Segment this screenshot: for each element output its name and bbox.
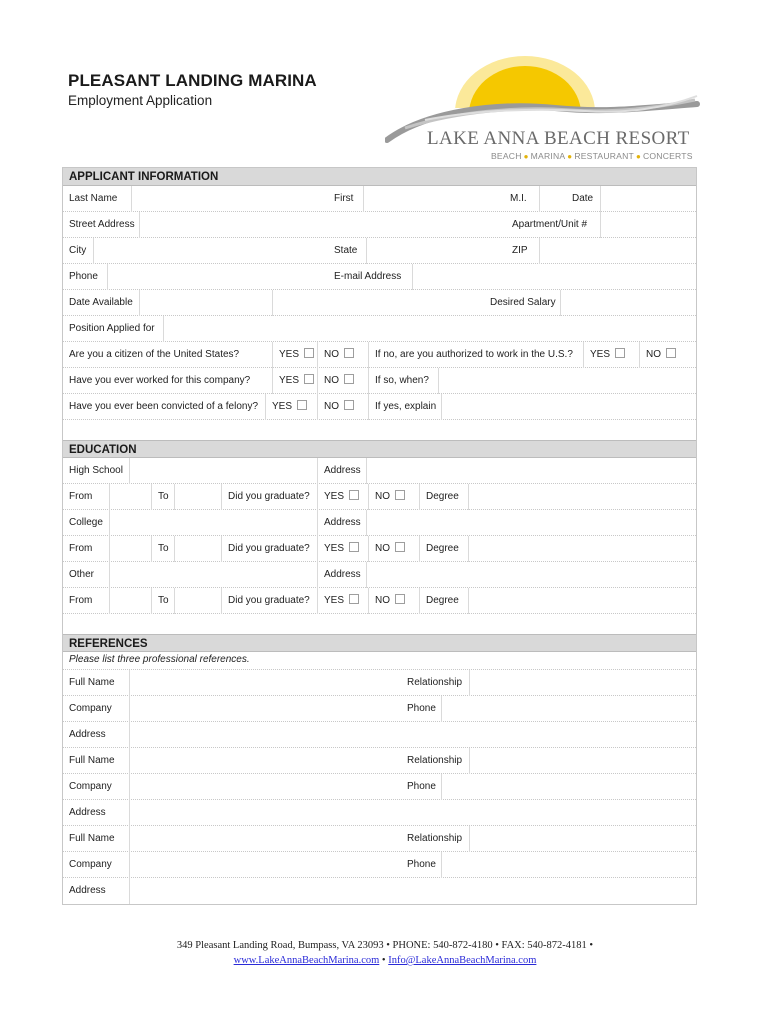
reference-3-address-field[interactable] <box>129 878 697 904</box>
college-no-checkbox[interactable] <box>395 542 405 552</box>
high-school-graduate-yes[interactable] <box>317 484 359 510</box>
reference-3-company-label: Company <box>69 859 112 870</box>
worked-yes[interactable] <box>272 368 314 394</box>
email-link[interactable]: Info@LakeAnnaBeachMarina.com <box>388 955 537 966</box>
reference-2-company-field[interactable] <box>129 774 399 800</box>
authorized-question: If no, are you authorized to work in the U.S.? <box>368 342 573 368</box>
college-no-label: NO <box>375 543 390 554</box>
name-row <box>63 186 696 212</box>
availability-row <box>63 290 696 316</box>
college-row <box>63 510 696 536</box>
state-field[interactable] <box>366 238 504 264</box>
other-degree-field[interactable] <box>468 588 697 614</box>
college-graduate-no[interactable] <box>368 536 405 562</box>
reference-3-phone-field[interactable] <box>441 852 697 878</box>
zip-label: ZIP <box>512 245 528 256</box>
page-title: PLEASANT LANDING MARINA <box>68 71 317 90</box>
college-yes-label: YES <box>324 543 345 554</box>
reference-1-company-label: Company <box>69 703 112 714</box>
worked-no-label: NO <box>324 375 339 386</box>
reference-2-address-field[interactable] <box>129 800 697 826</box>
high-school-degree-label: Degree <box>419 484 459 510</box>
reference-2-name-label: Full Name <box>69 755 115 766</box>
references-note: Please list three professional references. <box>69 654 250 665</box>
college-address-label: Address <box>317 510 361 536</box>
reference-3-name-row <box>63 826 696 852</box>
street-address-field[interactable] <box>139 212 505 238</box>
citizen-question: Are you a citizen of the United States? <box>69 349 240 360</box>
felony-explain-label: If yes, explain <box>368 394 436 420</box>
other-address-label: Address <box>317 562 361 588</box>
education-spacer <box>63 614 696 634</box>
phone-label: Phone <box>69 271 98 282</box>
logo-resort-name: LAKE ANNA BEACH RESORT <box>427 128 690 149</box>
reference-3-name-label: Full Name <box>69 833 115 844</box>
reference-3-address-label: Address <box>69 885 106 896</box>
date-available-extra-field[interactable] <box>272 290 484 316</box>
position-field[interactable] <box>163 316 697 342</box>
high-school-address-field[interactable] <box>366 458 697 484</box>
reference-1-address-field[interactable] <box>129 722 697 748</box>
other-yes-label: YES <box>324 595 345 606</box>
college-from-label: From <box>69 543 93 554</box>
other-address-field[interactable] <box>366 562 697 588</box>
felony-question: Have you ever been convicted of a felony? <box>69 401 259 412</box>
high-school-yes-label: YES <box>324 491 345 502</box>
reference-1-address-label: Address <box>69 729 106 740</box>
applicant-spacer <box>63 420 696 440</box>
citizen-no-label: NO <box>324 349 339 360</box>
high-school-to-label: To <box>151 484 169 510</box>
reference-3-phone-label: Phone <box>407 859 436 870</box>
state-label: State <box>334 245 358 256</box>
high-school-dates-row <box>63 484 696 510</box>
logo-tag-beach: BEACH <box>491 151 522 161</box>
worked-question: Have you ever worked for this company? <box>69 375 251 386</box>
reference-3-name-field[interactable] <box>129 826 399 852</box>
last-name-field[interactable] <box>131 186 327 212</box>
authorized-yes[interactable] <box>583 342 625 368</box>
first-name-label: First <box>334 193 354 204</box>
reference-3-relationship-field[interactable] <box>469 826 697 852</box>
footer-address: 349 Pleasant Landing Road, Bumpass, VA 23093 • PHONE: 540-872-4180 • FAX: 540-872-4181 • <box>176 940 594 951</box>
city-field[interactable] <box>93 238 327 264</box>
felony-no-label: NO <box>324 401 339 412</box>
reference-1-company-row <box>63 696 696 722</box>
street-address-label: Street Address <box>69 219 135 230</box>
reference-1-name-label: Full Name <box>69 677 115 688</box>
reference-2-phone-field[interactable] <box>441 774 697 800</box>
college-label: College <box>69 517 103 528</box>
reference-1-relationship-field[interactable] <box>469 670 697 696</box>
phone-field[interactable] <box>107 264 327 290</box>
reference-2-relationship-field[interactable] <box>469 748 697 774</box>
authorized-yes-label: YES <box>590 349 611 360</box>
college-yes-checkbox[interactable] <box>349 542 359 552</box>
logo-tag-restaurant: RESTAURANT <box>574 151 634 161</box>
felony-no[interactable] <box>317 394 354 420</box>
reference-2-relationship-label: Relationship <box>407 755 463 766</box>
footer-separator: • <box>381 955 386 966</box>
page-subtitle: Employment Application <box>68 93 213 108</box>
high-school-no-label: NO <box>375 491 390 502</box>
authorized-no-label: NO <box>646 349 661 360</box>
references-heading: REFERENCES <box>63 634 696 652</box>
citizen-no[interactable] <box>317 342 354 368</box>
other-from-label: From <box>69 595 93 606</box>
other-to-field[interactable] <box>174 588 221 614</box>
authorized-no[interactable] <box>639 342 676 368</box>
reference-2-address-row <box>63 800 696 826</box>
position-label: Position Applied for <box>69 323 155 334</box>
high-school-label: High School <box>69 465 123 476</box>
reference-1-phone-label: Phone <box>407 703 436 714</box>
felony-yes[interactable] <box>265 394 307 420</box>
felony-yes-label: YES <box>272 401 293 412</box>
college-dates-row <box>63 536 696 562</box>
email-label: E-mail Address <box>334 271 402 282</box>
high-school-no-checkbox[interactable] <box>395 490 405 500</box>
reference-3-relationship-label: Relationship <box>407 833 463 844</box>
felony-row <box>63 394 696 420</box>
other-no-checkbox[interactable] <box>395 594 405 604</box>
college-graduate-question: Did you graduate? <box>221 536 310 562</box>
other-school-label: Other <box>69 569 95 580</box>
reference-3-company-field[interactable] <box>129 852 399 878</box>
college-graduate-yes[interactable] <box>317 536 359 562</box>
other-row <box>63 562 696 588</box>
logo-tagline: BEACH ● MARINA ● RESTAURANT ● CONCERTS <box>491 151 693 161</box>
worked-yes-label: YES <box>279 375 300 386</box>
education-heading: EDUCATION <box>63 440 696 458</box>
reference-2-company-row <box>63 774 696 800</box>
worked-row <box>63 368 696 394</box>
high-school-yes-checkbox[interactable] <box>349 490 359 500</box>
other-from-field[interactable] <box>109 588 151 614</box>
college-from-field[interactable] <box>109 536 151 562</box>
city-label: City <box>69 245 87 256</box>
other-graduate-question: Did you graduate? <box>221 588 310 614</box>
other-yes-checkbox[interactable] <box>349 594 359 604</box>
page-footer <box>0 938 770 968</box>
high-school-field[interactable] <box>129 458 315 484</box>
date-available-field[interactable] <box>139 290 272 316</box>
logo-tag-concerts: CONCERTS <box>643 151 693 161</box>
citizen-yes[interactable] <box>272 342 314 368</box>
other-graduate-no[interactable] <box>368 588 405 614</box>
contact-row <box>63 264 696 290</box>
first-name-field[interactable] <box>363 186 503 212</box>
college-address-field[interactable] <box>366 510 697 536</box>
reference-2-address-label: Address <box>69 807 106 818</box>
high-school-row <box>63 458 696 484</box>
other-dates-row <box>63 588 696 614</box>
position-row <box>63 316 696 342</box>
reference-2-name-field[interactable] <box>129 748 399 774</box>
reference-2-name-row <box>63 748 696 774</box>
other-school-field[interactable] <box>109 562 315 588</box>
worked-when-label: If so, when? <box>368 368 429 394</box>
worked-when-field[interactable] <box>438 368 697 394</box>
reference-1-company-field[interactable] <box>129 696 399 722</box>
college-degree-label: Degree <box>419 536 459 562</box>
website-link[interactable]: www.LakeAnnaBeachMarina.com <box>233 955 380 966</box>
felony-yes-checkbox[interactable] <box>297 400 307 410</box>
last-name-label: Last Name <box>69 193 118 204</box>
street-row <box>63 212 696 238</box>
high-school-graduate-no[interactable] <box>368 484 405 510</box>
desired-salary-field[interactable] <box>560 290 697 316</box>
felony-no-checkbox[interactable] <box>344 400 354 410</box>
citizen-yes-checkbox[interactable] <box>304 348 314 358</box>
zip-field[interactable] <box>539 238 697 264</box>
reference-1-phone-field[interactable] <box>441 696 697 722</box>
citizen-no-checkbox[interactable] <box>344 348 354 358</box>
reference-1-address-row <box>63 722 696 748</box>
application-form <box>62 167 697 905</box>
reference-3-address-row <box>63 878 696 904</box>
reference-1-name-field[interactable] <box>129 670 399 696</box>
other-degree-label: Degree <box>419 588 459 614</box>
apartment-label: Apartment/Unit # <box>512 219 588 230</box>
date-field[interactable] <box>600 186 697 212</box>
college-to-field[interactable] <box>174 536 221 562</box>
references-note-row <box>63 652 696 670</box>
authorized-yes-checkbox[interactable] <box>615 348 625 358</box>
high-school-from-field[interactable] <box>109 484 151 510</box>
reference-2-phone-label: Phone <box>407 781 436 792</box>
footer-links <box>0 953 770 968</box>
desired-salary-label: Desired Salary <box>490 297 556 308</box>
high-school-from-label: From <box>69 491 93 502</box>
college-degree-field[interactable] <box>468 536 697 562</box>
reference-1-name-row <box>63 670 696 696</box>
high-school-graduate-question: Did you graduate? <box>221 484 310 510</box>
reference-3-company-row <box>63 852 696 878</box>
date-available-label: Date Available <box>69 297 133 308</box>
resort-logo <box>385 50 700 165</box>
other-to-label: To <box>151 588 169 614</box>
date-label: Date <box>572 193 594 204</box>
worked-yes-checkbox[interactable] <box>304 374 314 384</box>
college-to-label: To <box>151 536 169 562</box>
felony-explain-field[interactable] <box>441 394 697 420</box>
logo-tag-marina: MARINA <box>530 151 566 161</box>
middle-initial-field[interactable] <box>539 186 566 212</box>
high-school-to-field[interactable] <box>174 484 221 510</box>
other-no-label: NO <box>375 595 390 606</box>
high-school-degree-field[interactable] <box>468 484 697 510</box>
reference-2-company-label: Company <box>69 781 112 792</box>
reference-1-relationship-label: Relationship <box>407 677 463 688</box>
email-field[interactable] <box>412 264 697 290</box>
city-row <box>63 238 696 264</box>
citizen-yes-label: YES <box>279 349 300 360</box>
middle-initial-label: M.I. <box>510 193 527 204</box>
worked-no[interactable] <box>317 368 354 394</box>
applicant-information-heading: APPLICANT INFORMATION <box>63 168 696 186</box>
other-graduate-yes[interactable] <box>317 588 359 614</box>
worked-no-checkbox[interactable] <box>344 374 354 384</box>
authorized-no-checkbox[interactable] <box>666 348 676 358</box>
college-field[interactable] <box>109 510 315 536</box>
citizen-row <box>63 342 696 368</box>
apartment-field[interactable] <box>600 212 697 238</box>
high-school-address-label: Address <box>317 458 361 484</box>
